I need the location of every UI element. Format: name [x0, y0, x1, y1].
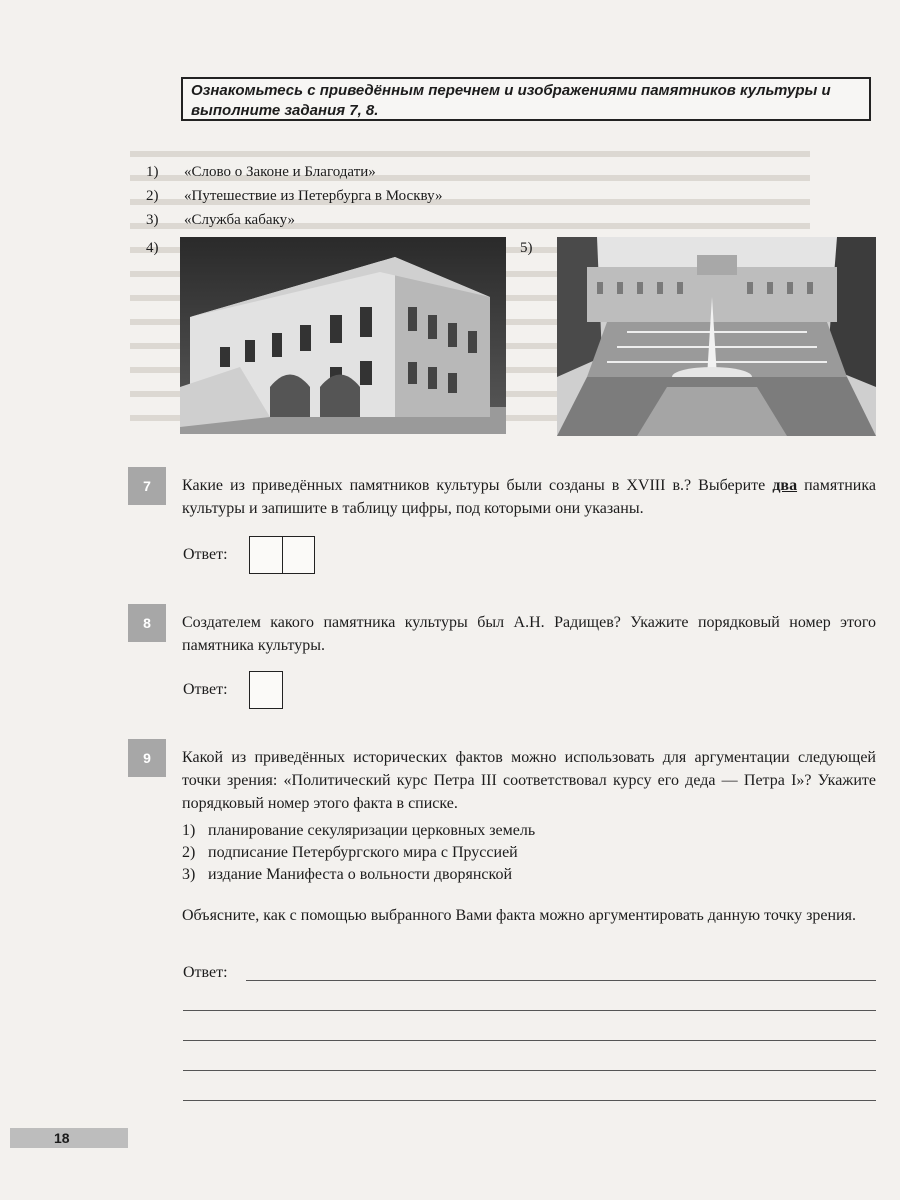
instruction-text: Ознакомьтесь с приведённым перечнем и изображениями памятников культуры и выполните задания 7, 8.: [191, 82, 831, 119]
list-item: [182, 864, 535, 886]
q7-text-after: памятника культуры и запишите в таблицу цифры, под которыми они указаны.: [182, 477, 877, 517]
option-text: планирование секуляризации церковных земель: [208, 822, 536, 839]
item-text: «Слово о Законе и Благодати»: [184, 164, 376, 180]
item-text: «Служба кабаку»: [184, 212, 295, 228]
answer-line[interactable]: [246, 980, 876, 981]
question-7-text: [182, 474, 876, 520]
option-number: 3): [182, 866, 196, 883]
question-8-badge: 8: [128, 604, 166, 642]
q7-text-before: Какие из приведённых памятников культуры были созданы в XVIII в.? Выберите: [182, 477, 773, 494]
list-item: [146, 208, 442, 232]
q7-emphasis: два: [772, 477, 798, 494]
q7-answer-cell-1[interactable]: [249, 536, 283, 574]
instruction-box: [181, 77, 871, 121]
item-text: «Путешествие из Петербурга в Москву»: [184, 188, 443, 204]
q9-answer-label: Ответ:: [183, 964, 228, 981]
option-text: подписание Петербургского мира с Пруссией: [208, 844, 518, 861]
item-number: 1): [146, 164, 159, 180]
item-number: 2): [146, 188, 159, 204]
answer-line[interactable]: [183, 1010, 876, 1011]
question-8-text: Создателем какого памятника культуры был А.Н. Радищев? Укажите порядковый номер этого памятника культуры.: [182, 614, 876, 654]
list-item: [182, 842, 535, 864]
answer-line[interactable]: [183, 1100, 876, 1101]
q7-answer-label: Ответ:: [183, 546, 228, 563]
item-number: 3): [146, 212, 159, 228]
answer-line[interactable]: [183, 1070, 876, 1071]
q9-explain-text: Объясните, как с помощью выбранного Вами факта можно аргументировать данную точку зрения.: [182, 907, 856, 924]
q7-answer-cell-2[interactable]: [282, 536, 315, 574]
question-9-text: Какой из приведённых исторических фактов можно использовать для аргументации следующей точки зрения: «Политический курс Петра III соответствовал курсу его деда — Петра I»? Укажите порядковый номер этого факта в списке.: [182, 749, 876, 812]
q9-options: [182, 820, 535, 886]
list-item: [146, 160, 442, 184]
photo-4-label: 4): [146, 240, 159, 256]
monument-list: [146, 160, 442, 232]
option-number: 2): [182, 844, 196, 861]
q8-answer-cell[interactable]: [249, 671, 283, 709]
question-7-badge: 7: [128, 467, 166, 505]
option-number: 1): [182, 822, 196, 839]
page-number: 18: [10, 1128, 128, 1148]
option-text: издание Манифеста о вольности дворянской: [208, 866, 513, 883]
baroque-palace-photo: [180, 237, 506, 434]
q8-answer-label: Ответ:: [183, 681, 228, 698]
list-item: [146, 184, 442, 208]
answer-line[interactable]: [183, 1040, 876, 1041]
photo-5-label: 5): [520, 240, 533, 256]
peterhof-fountain-photo: [557, 237, 876, 436]
question-9-badge: 9: [128, 739, 166, 777]
list-item: [182, 820, 535, 842]
